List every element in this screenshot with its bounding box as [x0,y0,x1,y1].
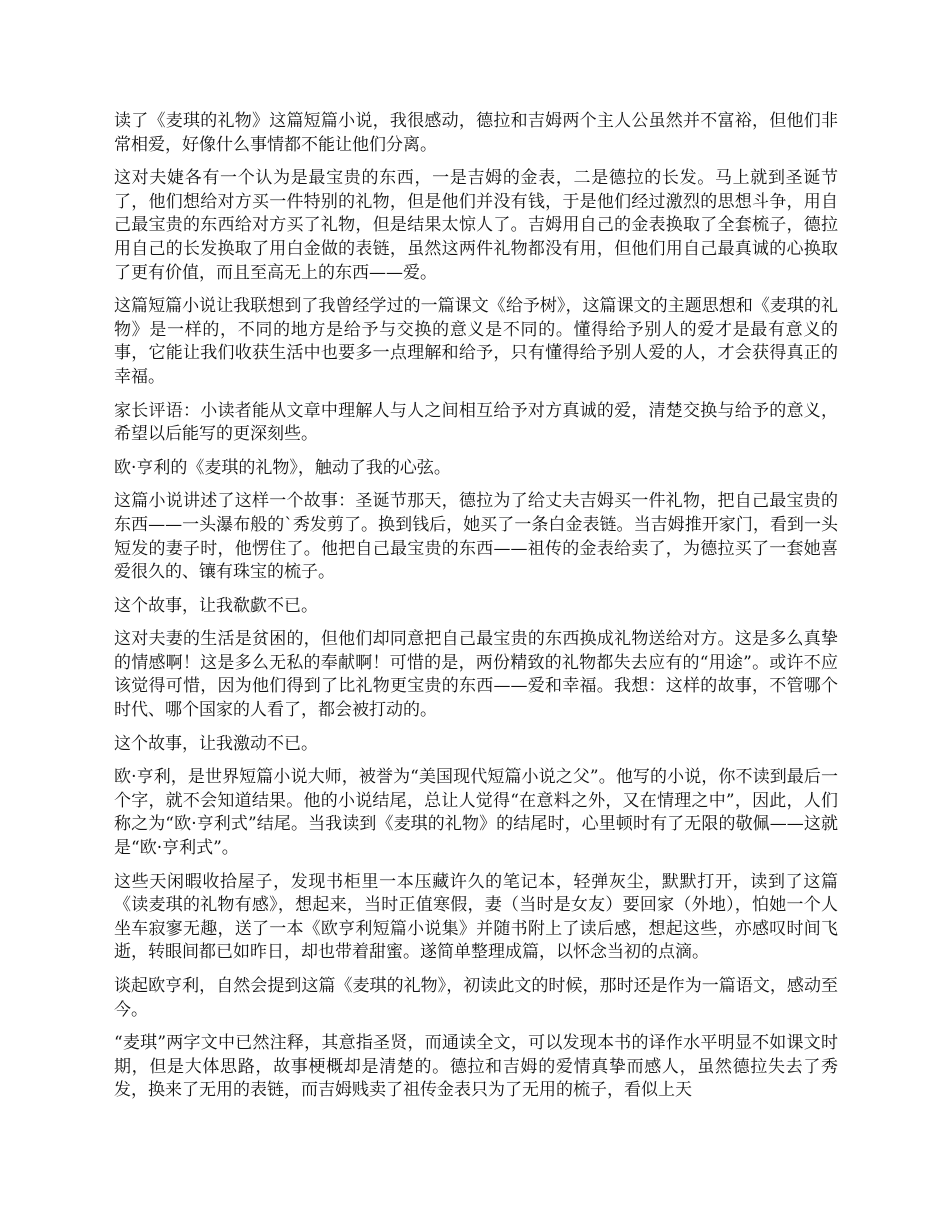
paragraph-10: 欧·亨利，是世界短篇小说大师，被誉为“美国现代短篇小说之父”。他写的小说，你不读到最后一个字，就不会知道结果。他的小说结尾，总让人觉得“在意料之外，又在情理之中”，因此，人们称之为“欧·亨利式”结尾。当我读到《麦琪的礼物》的结尾时，心里顿时有了无限的敬佩——这就是“欧·亨利式”。 [114,767,838,859]
paragraph-11: 这些天闲暇收拾屋子，发现书柜里一本压藏许久的笔记本，轻弹灰尘，默默打开，读到了这篇《读麦琪的礼物有感》，想起来，当时正值寒假，妻（当时是女友）要回家（外地），怕她一个人坐车寂寥无趣，送了一本《欧亨利短篇小说集》并随书附上了读后感，想起这些，亦感叹时间飞逝，转眼间都已如昨日，却也带着甜蜜。遂简单整理成篇，以怀念当初的点滴。 [114,871,838,963]
paragraph-12: 谈起欧亨利，自然会提到这篇《麦琪的礼物》，初读此文的时候，那时还是作为一篇语文，感动至今。 [114,976,838,1020]
document-body [114,110,838,1113]
paragraph-5: 欧·亨利的《麦琪的礼物》，触动了我的心弦。 [114,457,451,478]
paragraph-3: 这篇短篇小说让我联想到了我曾经学过的一篇课文《给予树》，这篇课文的主题思想和《麦琪的礼物》是一样的，不同的地方是给予与交换的意义是不同的。懂得给予别人的爱才是最有意义的事，它能让我们收获生活中也要多一点理解和给予，只有懂得给予别人爱的人，才会获得真正的幸福。 [114,296,838,387]
paragraph-1: 读了《麦琪的礼物》这篇短篇小说，我很感动，德拉和吉姆两个主人公虽然并不富裕，但他们非常相爱，好像什么事情都不能让他们分离。 [114,111,838,155]
paragraph-8: 这对夫妻的生活是贫困的，但他们却同意把自己最宝贵的东西换成礼物送给对方。这是多么真挚的情感啊！这是多么无私的奉献啊！可惜的是，两份精致的礼物都失去应有的“用途”。或许不应该觉得可惜，因为他们得到了比礼物更宝贵的东西——爱和幸福。我想：这样的故事，不管哪个时代、哪个国家的人看了，都会被打动的。 [114,629,838,721]
paragraph-7: 这个故事，让我欷歔不已。 [114,595,318,616]
paragraph-6: 这篇小说讲述了这样一个故事：圣诞节那天，德拉为了给丈夫吉姆买一件礼物，把自己最宝贵的东西——一头瀑布般的`秀发剪了。换到钱后，她买了一条白金表链。当吉姆推开家门，看到一头短发的妻子时，他愣住了。他把自己最宝贵的东西——祖传的金表给卖了，为德拉买了一套她喜爱很久的、镶有珠宝的梳子。 [114,491,838,583]
paragraph-13: “麦琪”两字文中已然注释，其意指圣贤，而通读全文，可以发现本书的译作水平明显不如课文时期，但是大体思路，故事梗概却是清楚的。德拉和吉姆的爱情真挚而感人，虽然德拉失去了秀发，换来了无用的表链，而吉姆贱卖了祖传金表只为了无用的梳子，看似上天 [114,1033,838,1101]
paragraph-2: 这对夫婕各有一个认为是最宝贵的东西，一是吉姆的金表，二是德拉的长发。马上就到圣诞节了，他们想给对方买一件特别的礼物，但是他们并没有钱，于是他们经过激烈的思想斗争，用自己最宝贵的东西给对方买了礼物，但是结果太惊人了。吉姆用自己的金表换取了全套梳子，德拉用自己的长发换取了用白金做的表链，虽然这两件礼物都没有用，但他们用自己最真诚的心换取了更有价值，而且至高无上的东西——爱。 [114,168,838,283]
paragraph-9: 这个故事，让我激动不已。 [114,733,318,754]
paragraph-4: 家长评语：小读者能从文章中理解人与人之间相互给予对方真诚的爱，清楚交换与给予的意义，希望以后能写的更深刻些。 [114,400,838,445]
